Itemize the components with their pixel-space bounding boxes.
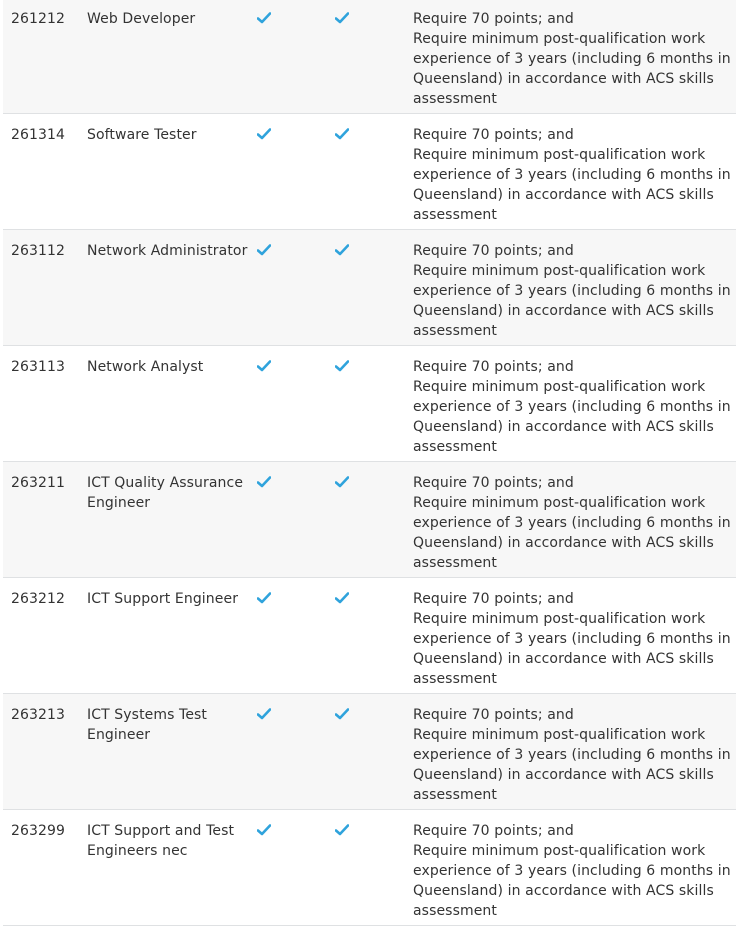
- occupation-code: 263211: [11, 475, 66, 491]
- check-icon: [257, 125, 277, 140]
- occupation-title: ICT Systems Test Engineer: [87, 707, 208, 743]
- table-row: [3, 462, 736, 578]
- check-icon: [335, 125, 355, 140]
- experience-requirement: Require minimum post-qualification work experience of 3 years (including 6 months in Queensland) in accordance with ACS skills assessment: [413, 147, 731, 223]
- requirements: [413, 357, 731, 457]
- occupation-table: [3, 0, 736, 926]
- occupation-title: ICT Support Engineer: [87, 591, 239, 607]
- points-requirement: Require 70 points; and: [413, 243, 574, 259]
- check-icon: [335, 9, 355, 24]
- points-requirement: Require 70 points; and: [413, 11, 574, 27]
- check-icon: [335, 589, 355, 604]
- occupation-title: Web Developer: [87, 11, 196, 27]
- occupation-title: ICT Quality Assurance Engineer: [87, 475, 244, 511]
- table-row: [3, 346, 736, 462]
- occupation-code: 263299: [11, 823, 66, 839]
- points-requirement: Require 70 points; and: [413, 707, 574, 723]
- check-icon: [335, 241, 355, 256]
- check-icon: [257, 9, 277, 24]
- requirements: [413, 589, 731, 689]
- requirements: [413, 241, 731, 341]
- experience-requirement: Require minimum post-qualification work experience of 3 years (including 6 months in Queensland) in accordance with ACS skills assessment: [413, 843, 731, 919]
- occupation-title: Network Administrator: [87, 243, 248, 259]
- occupation-title: Network Analyst: [87, 359, 204, 375]
- occupation-code: 263112: [11, 243, 66, 259]
- occupation-title: Software Tester: [87, 127, 197, 143]
- check-icon: [257, 705, 277, 720]
- experience-requirement: Require minimum post-qualification work experience of 3 years (including 6 months in Queensland) in accordance with ACS skills assessment: [413, 31, 731, 107]
- table-row: [3, 114, 736, 230]
- table-row: [3, 694, 736, 810]
- check-icon: [257, 589, 277, 604]
- check-icon: [257, 821, 277, 836]
- occupation-code: 263212: [11, 591, 66, 607]
- points-requirement: Require 70 points; and: [413, 127, 574, 143]
- requirements: [413, 821, 731, 921]
- requirements: [413, 473, 731, 573]
- points-requirement: Require 70 points; and: [413, 591, 574, 607]
- experience-requirement: Require minimum post-qualification work experience of 3 years (including 6 months in Queensland) in accordance with ACS skills assessment: [413, 263, 731, 339]
- check-icon: [335, 821, 355, 836]
- check-icon: [335, 705, 355, 720]
- experience-requirement: Require minimum post-qualification work experience of 3 years (including 6 months in Queensland) in accordance with ACS skills assessment: [413, 611, 731, 687]
- table-row: [3, 810, 736, 926]
- occupation-code: 263213: [11, 707, 66, 723]
- occupation-code: 263113: [11, 359, 66, 375]
- check-icon: [257, 473, 277, 488]
- occupation-code: 261314: [11, 127, 66, 143]
- occupation-code: 261212: [11, 11, 66, 27]
- occupation-title: ICT Support and Test Engineers nec: [87, 823, 235, 859]
- table-row: [3, 578, 736, 694]
- requirements: [413, 705, 731, 805]
- experience-requirement: Require minimum post-qualification work experience of 3 years (including 6 months in Queensland) in accordance with ACS skills assessment: [413, 495, 731, 571]
- points-requirement: Require 70 points; and: [413, 359, 574, 375]
- table-row: [3, 0, 736, 114]
- experience-requirement: Require minimum post-qualification work experience of 3 years (including 6 months in Queensland) in accordance with ACS skills assessment: [413, 379, 731, 455]
- table-row: [3, 230, 736, 346]
- check-icon: [257, 357, 277, 372]
- experience-requirement: Require minimum post-qualification work experience of 3 years (including 6 months in Queensland) in accordance with ACS skills assessment: [413, 727, 731, 803]
- requirements: [413, 125, 731, 225]
- points-requirement: Require 70 points; and: [413, 823, 574, 839]
- check-icon: [257, 241, 277, 256]
- points-requirement: Require 70 points; and: [413, 475, 574, 491]
- requirements: [413, 9, 731, 109]
- check-icon: [335, 357, 355, 372]
- check-icon: [335, 473, 355, 488]
